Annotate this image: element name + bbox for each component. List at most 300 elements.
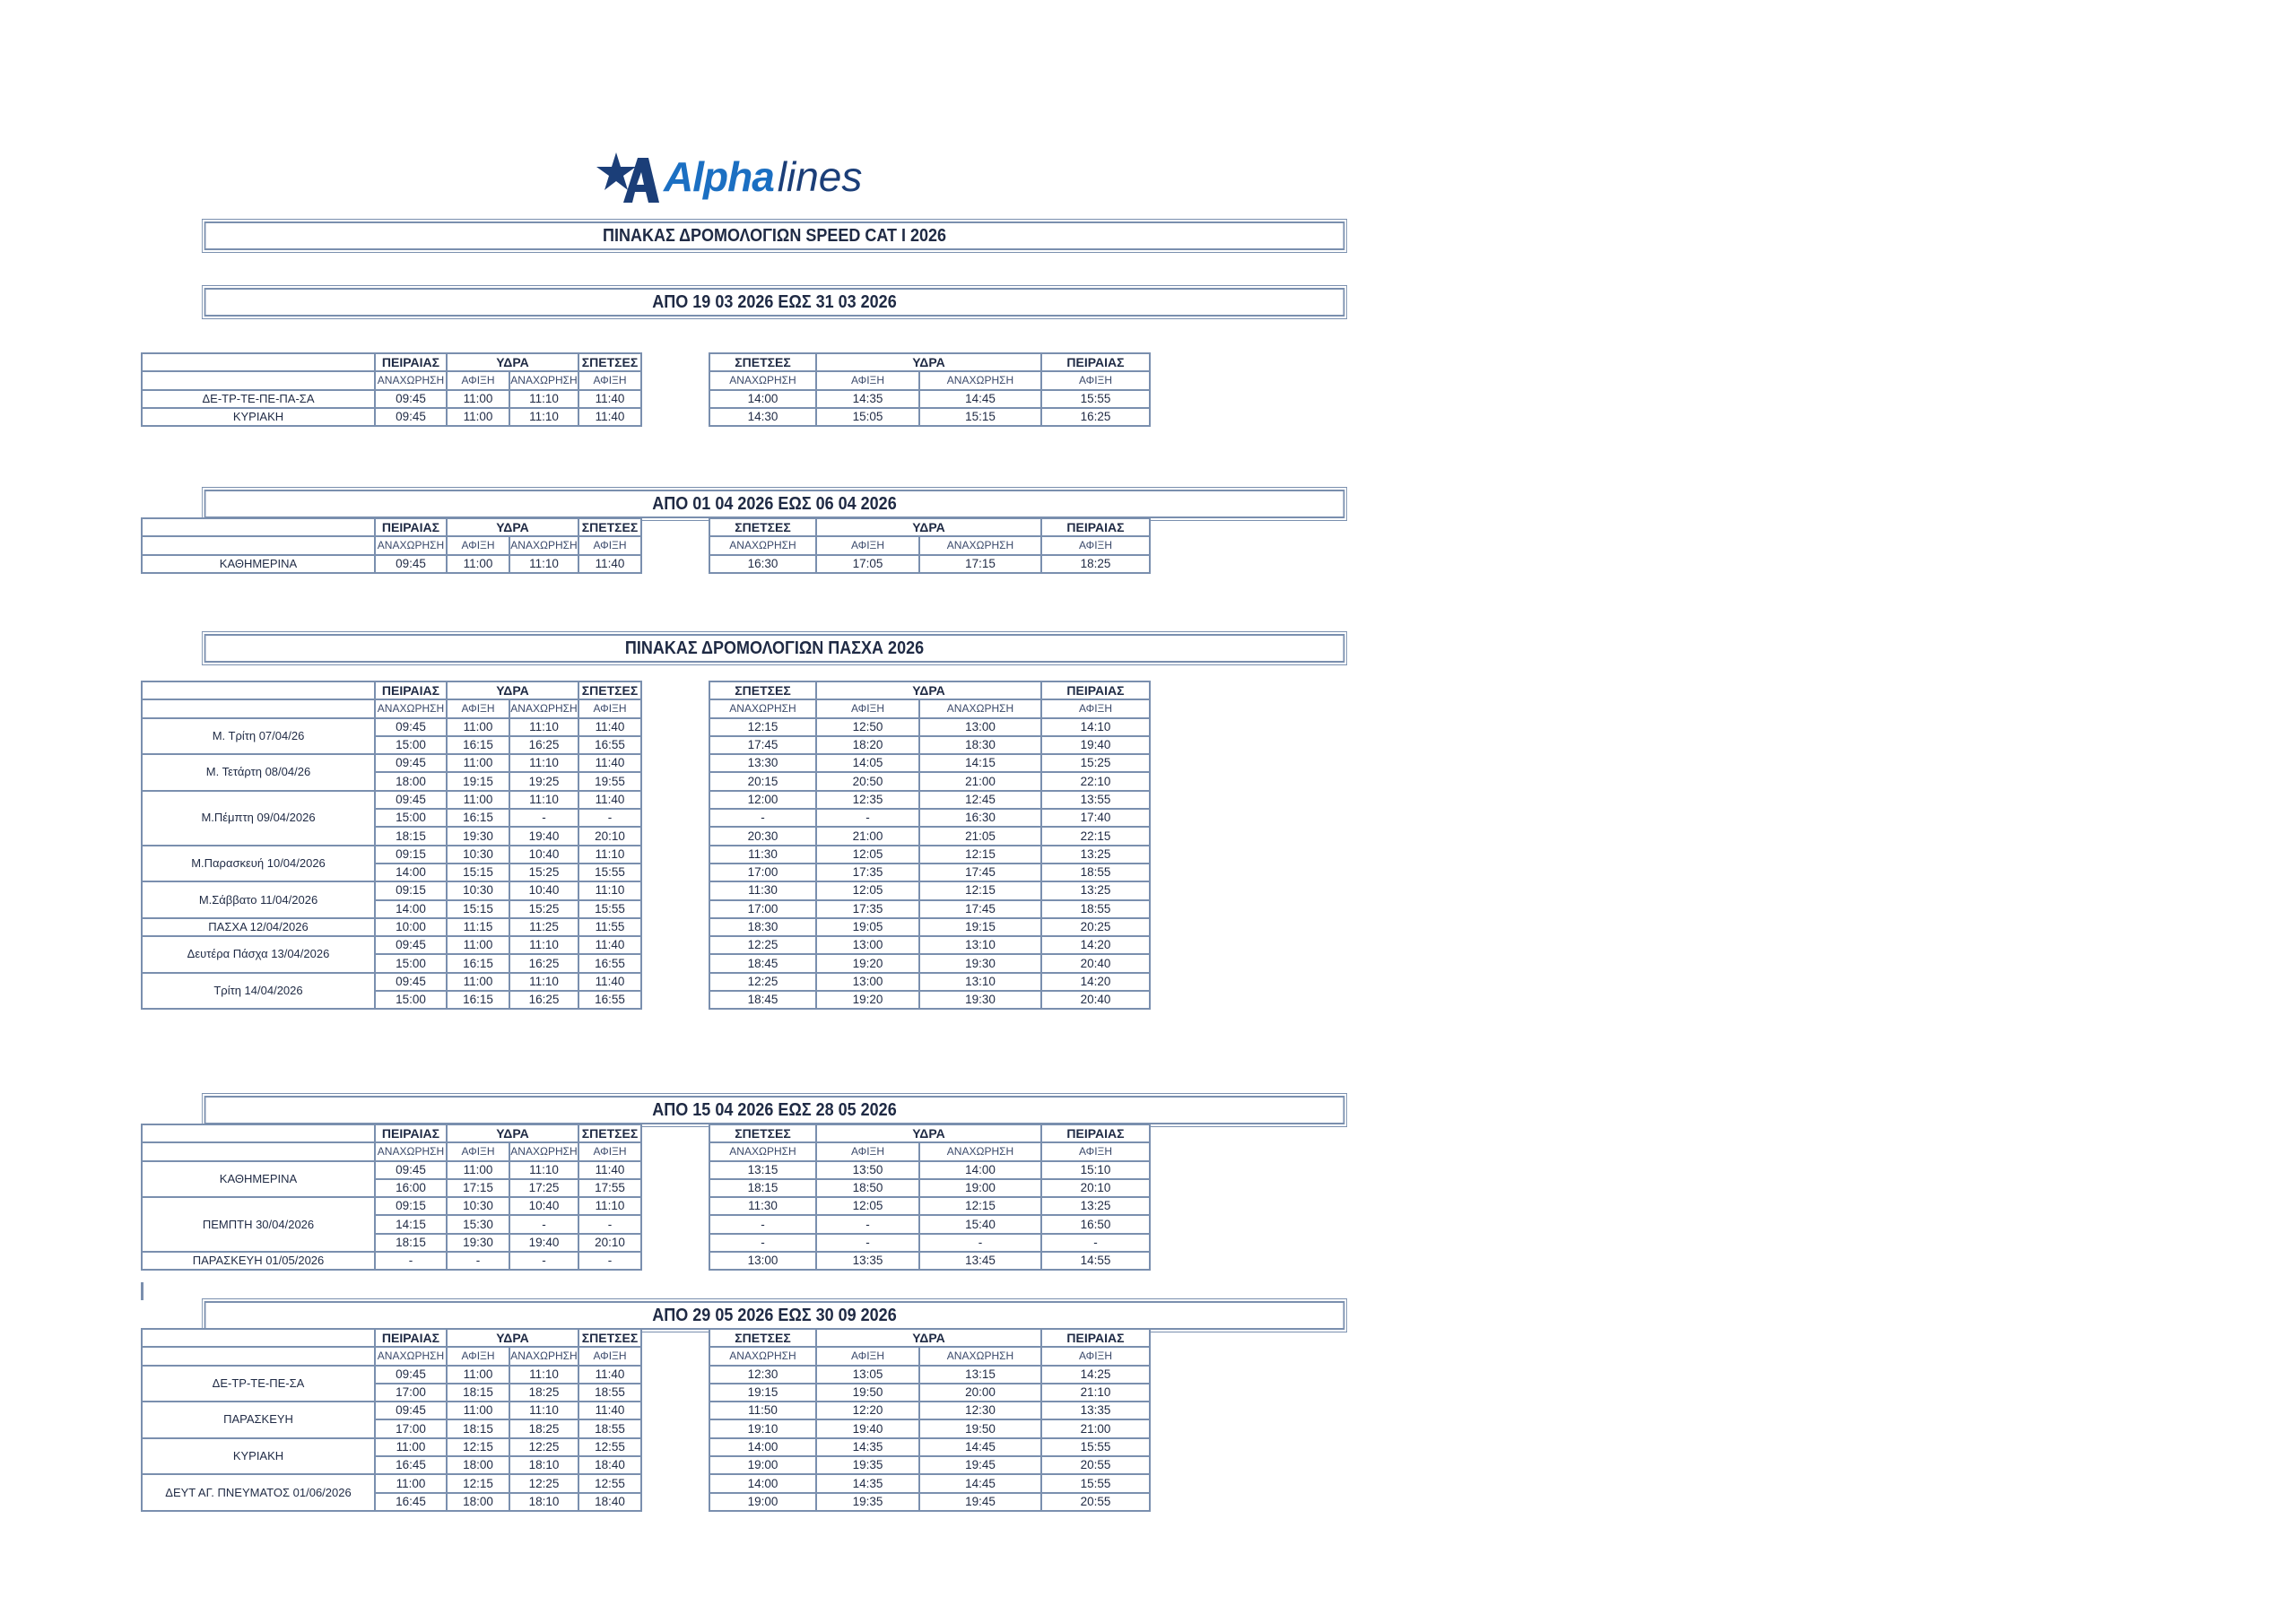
time-cell: 18:55 (1042, 901, 1149, 917)
subheader-departure: ΑΝΑΧΩΡΗΣΗ (710, 1143, 815, 1159)
header-piraeus: ΠΕΙΡΑΙΑΣ (1042, 354, 1149, 370)
table-row (143, 1439, 640, 1455)
table-row (710, 1439, 1149, 1455)
day-label: ΠΑΡΑΣΚΕΥΗ 01/05/2026 (143, 1253, 374, 1269)
time-cell: - (510, 1216, 578, 1232)
time-cell: 12:05 (817, 882, 918, 898)
outbound-timetable (141, 681, 642, 1010)
time-cell: - (448, 1253, 509, 1269)
header-blank-cell (143, 1330, 374, 1346)
time-cell: 19:25 (510, 773, 578, 789)
table-row (143, 1162, 640, 1178)
time-cell: 21:00 (1042, 1420, 1149, 1436)
time-cell: 21:00 (920, 773, 1040, 789)
time-cell: 09:15 (376, 882, 446, 898)
table-header-row (143, 519, 640, 535)
time-cell: 21:00 (817, 828, 918, 844)
time-cell: 14:30 (710, 409, 815, 425)
time-cell: 14:35 (817, 1439, 918, 1455)
header-hydra: ΥΔΡΑ (817, 1330, 1040, 1346)
time-cell: 13:00 (817, 937, 918, 953)
time-cell: 11:40 (579, 1402, 640, 1419)
time-cell: 14:55 (1042, 1253, 1149, 1269)
subheader-arrival: ΑΦΙΞΗ (579, 537, 640, 553)
table-subheader-row (710, 700, 1149, 716)
time-cell: 13:10 (920, 937, 1040, 953)
time-cell: 17:35 (817, 901, 918, 917)
subheader-departure: ΑΝΑΧΩΡΗΣΗ (376, 1143, 446, 1159)
time-cell: 11:40 (579, 1162, 640, 1178)
day-label: ΔΕΥΤ ΑΓ. ΠΝΕΥΜΑΤΟΣ 01/06/2026 (143, 1475, 374, 1510)
time-cell: 13:35 (1042, 1402, 1149, 1419)
time-cell: 11:15 (448, 919, 509, 935)
time-cell: 18:45 (710, 992, 815, 1008)
easter-title-banner: ΠΙΝΑΚΑΣ ΔΡΟΜΟΛΟΓΙΩΝ ΠΑΣΧΑ 2026 (204, 634, 1345, 663)
time-cell: 14:25 (1042, 1367, 1149, 1383)
table-header-row (710, 1330, 1149, 1346)
table-row (710, 992, 1149, 1008)
logo-wordmark-bold: Alpha (664, 153, 774, 200)
time-cell: 11:00 (448, 391, 509, 407)
time-cell: 13:00 (920, 719, 1040, 735)
logo-star-icon (596, 151, 659, 206)
time-cell: 14:20 (1042, 974, 1149, 990)
inbound-timetable (709, 1328, 1151, 1512)
table-row (710, 1216, 1149, 1232)
outbound-timetable (141, 1328, 642, 1512)
inbound-timetable (709, 352, 1151, 427)
table-row (143, 1367, 640, 1383)
time-cell: 15:15 (448, 864, 509, 881)
day-label: ΠΑΡΑΣΚΕΥΗ (143, 1402, 374, 1437)
table-row (710, 792, 1149, 808)
table-row (710, 828, 1149, 844)
time-cell: 19:15 (710, 1384, 815, 1401)
time-cell: 11:00 (448, 974, 509, 990)
subheader-departure: ΑΝΑΧΩΡΗΣΗ (376, 700, 446, 716)
table-header-row (143, 354, 640, 370)
time-cell: 17:25 (510, 1180, 578, 1196)
time-cell: 17:45 (710, 737, 815, 753)
time-cell: 12:35 (817, 792, 918, 808)
subheader-arrival: ΑΦΙΞΗ (448, 1143, 509, 1159)
time-cell: 20:50 (817, 773, 918, 789)
time-cell: 11:40 (579, 556, 640, 572)
time-cell: 11:10 (510, 792, 578, 808)
time-cell: 14:20 (1042, 937, 1149, 953)
time-cell: 10:30 (448, 846, 509, 863)
time-cell: 20:00 (920, 1384, 1040, 1401)
outbound-timetable (141, 352, 642, 427)
time-cell: 13:00 (817, 974, 918, 990)
header-piraeus: ΠΕΙΡΑΙΑΣ (1042, 1125, 1149, 1141)
time-cell: 18:00 (448, 1494, 509, 1510)
time-cell: 18:10 (510, 1494, 578, 1510)
table-row (710, 1253, 1149, 1269)
header-spetses: ΣΠΕΤΣΕΣ (579, 1330, 640, 1346)
table-row (710, 882, 1149, 898)
time-cell: 16:25 (510, 955, 578, 971)
time-cell: 09:45 (376, 792, 446, 808)
time-cell: 18:25 (510, 1420, 578, 1436)
time-cell: 13:25 (1042, 882, 1149, 898)
time-cell: 19:45 (920, 1457, 1040, 1473)
time-cell: 11:00 (448, 409, 509, 425)
time-cell: 18:15 (448, 1420, 509, 1436)
time-cell: 17:00 (710, 864, 815, 881)
period4-banner: ΑΠΟ 29 05 2026 ΕΩΣ 30 09 2026 (204, 1301, 1345, 1330)
header-spetses: ΣΠΕΤΣΕΣ (710, 682, 815, 699)
day-label: ΚΑΘΗΜΕΡΙΝΑ (143, 1162, 374, 1197)
time-cell: 21:10 (1042, 1384, 1149, 1401)
subheader-departure: ΑΝΑΧΩΡΗΣΗ (510, 700, 578, 716)
time-cell: 13:25 (1042, 846, 1149, 863)
time-cell: 11:00 (448, 556, 509, 572)
time-cell: 15:00 (376, 992, 446, 1008)
day-label: Δευτέρα Πάσχα 13/04/2026 (143, 937, 374, 972)
time-cell: 13:55 (1042, 792, 1149, 808)
time-cell: 12:15 (920, 846, 1040, 863)
time-cell: 15:00 (376, 737, 446, 753)
time-cell: 11:50 (710, 1402, 815, 1419)
time-cell: 12:00 (710, 792, 815, 808)
time-cell: 18:30 (920, 737, 1040, 753)
time-cell: 11:10 (510, 937, 578, 953)
time-cell: 11:00 (448, 937, 509, 953)
subheader-arrival: ΑΦΙΞΗ (579, 372, 640, 388)
time-cell: 09:45 (376, 556, 446, 572)
time-cell: 17:55 (579, 1180, 640, 1196)
time-cell: 20:40 (1042, 955, 1149, 971)
table-row (143, 755, 640, 771)
time-cell: 19:00 (920, 1180, 1040, 1196)
time-cell: 11:10 (510, 719, 578, 735)
time-cell: 21:05 (920, 828, 1040, 844)
header-spetses: ΣΠΕΤΣΕΣ (579, 1125, 640, 1141)
table-row (143, 409, 640, 425)
subheader-blank-cell (143, 700, 374, 716)
time-cell: 10:40 (510, 846, 578, 863)
day-label: Μ.Παρασκευή 10/04/2026 (143, 846, 374, 881)
time-cell: 19:10 (710, 1420, 815, 1436)
time-cell: 20:10 (1042, 1180, 1149, 1196)
time-cell: 14:00 (376, 901, 446, 917)
day-label: Μ.Σάββατο 11/04/2026 (143, 882, 374, 917)
table-row (710, 1198, 1149, 1214)
header-blank-cell (143, 519, 374, 535)
header-blank-cell (143, 682, 374, 699)
table-subheader-row (710, 1348, 1149, 1364)
table-row (143, 974, 640, 990)
header-hydra: ΥΔΡΑ (817, 354, 1040, 370)
time-cell: 18:55 (1042, 864, 1149, 881)
table-row (710, 810, 1149, 826)
time-cell: 11:30 (710, 882, 815, 898)
time-cell: 17:05 (817, 556, 918, 572)
time-cell: 14:05 (817, 755, 918, 771)
subheader-arrival: ΑΦΙΞΗ (579, 1143, 640, 1159)
time-cell: 11:00 (448, 719, 509, 735)
time-cell: 20:15 (710, 773, 815, 789)
time-cell: 17:15 (448, 1180, 509, 1196)
subheader-blank-cell (143, 1348, 374, 1364)
time-cell: 17:45 (920, 901, 1040, 917)
subheader-departure: ΑΝΑΧΩΡΗΣΗ (510, 537, 578, 553)
time-cell: 20:25 (1042, 919, 1149, 935)
time-cell: 11:00 (448, 1162, 509, 1178)
time-cell: 11:10 (510, 1162, 578, 1178)
table-row (143, 846, 640, 863)
header-piraeus: ΠΕΙΡΑΙΑΣ (376, 682, 446, 699)
time-cell: 18:00 (448, 1457, 509, 1473)
table-row (710, 1235, 1149, 1251)
time-cell: 16:25 (1042, 409, 1149, 425)
time-cell: 11:10 (579, 846, 640, 863)
subheader-departure: ΑΝΑΧΩΡΗΣΗ (710, 372, 815, 388)
time-cell: 11:40 (579, 719, 640, 735)
time-cell: 19:40 (510, 828, 578, 844)
time-cell: 16:30 (710, 556, 815, 572)
time-cell: 17:45 (920, 864, 1040, 881)
header-spetses: ΣΠΕΤΣΕΣ (579, 354, 640, 370)
table-subheader-row (143, 372, 640, 388)
table-row (143, 1402, 640, 1419)
time-cell: 12:55 (579, 1439, 640, 1455)
table-row (710, 919, 1149, 935)
table-row (143, 556, 640, 572)
time-cell: 18:25 (510, 1384, 578, 1401)
time-cell: 18:10 (510, 1457, 578, 1473)
time-cell: 22:15 (1042, 828, 1149, 844)
time-cell: 18:45 (710, 955, 815, 971)
time-cell: 12:50 (817, 719, 918, 735)
header-piraeus: ΠΕΙΡΑΙΑΣ (1042, 519, 1149, 535)
subheader-arrival: ΑΦΙΞΗ (1042, 700, 1149, 716)
time-cell: 17:40 (1042, 810, 1149, 826)
time-cell: 19:30 (448, 828, 509, 844)
subheader-departure: ΑΝΑΧΩΡΗΣΗ (376, 537, 446, 553)
table-row (710, 1402, 1149, 1419)
table-subheader-row (143, 1348, 640, 1364)
time-cell: 20:10 (579, 828, 640, 844)
time-cell: 12:30 (710, 1367, 815, 1383)
table-row (143, 919, 640, 935)
subheader-departure: ΑΝΑΧΩΡΗΣΗ (920, 372, 1040, 388)
subheader-arrival: ΑΦΙΞΗ (579, 1348, 640, 1364)
time-cell: - (710, 1216, 815, 1232)
table-row (143, 391, 640, 407)
time-cell: 09:45 (376, 719, 446, 735)
time-cell: 15:25 (510, 901, 578, 917)
header-hydra: ΥΔΡΑ (448, 519, 578, 535)
table-header-row (710, 682, 1149, 699)
subheader-arrival: ΑΦΙΞΗ (817, 537, 918, 553)
time-cell: 19:05 (817, 919, 918, 935)
subheader-blank-cell (143, 1143, 374, 1159)
subheader-arrival: ΑΦΙΞΗ (817, 700, 918, 716)
time-cell: 19:00 (710, 1494, 815, 1510)
time-cell: 12:05 (817, 846, 918, 863)
header-hydra: ΥΔΡΑ (448, 1330, 578, 1346)
time-cell: 13:45 (920, 1253, 1040, 1269)
time-cell: 11:30 (710, 1198, 815, 1214)
subheader-blank-cell (143, 537, 374, 553)
subheader-arrival: ΑΦΙΞΗ (817, 372, 918, 388)
table-subheader-row (710, 1143, 1149, 1159)
time-cell: 15:25 (1042, 755, 1149, 771)
subheader-departure: ΑΝΑΧΩΡΗΣΗ (510, 1348, 578, 1364)
table-row (710, 1162, 1149, 1178)
table-subheader-row (710, 372, 1149, 388)
header-blank-cell (143, 354, 374, 370)
table-header-row (143, 1125, 640, 1141)
time-cell: 12:15 (920, 1198, 1040, 1214)
time-cell: 19:20 (817, 992, 918, 1008)
time-cell: 11:10 (579, 882, 640, 898)
time-cell: 10:30 (448, 1198, 509, 1214)
time-cell: 11:10 (510, 974, 578, 990)
header-piraeus: ΠΕΙΡΑΙΑΣ (376, 1330, 446, 1346)
time-cell: 14:00 (710, 391, 815, 407)
time-cell: 19:35 (817, 1457, 918, 1473)
time-cell: 11:40 (579, 937, 640, 953)
time-cell: 15:05 (817, 409, 918, 425)
time-cell: 18:00 (376, 773, 446, 789)
main-title-banner: ΠΙΝΑΚΑΣ ΔΡΟΜΟΛΟΓΙΩΝ SPEED CAT I 2026 (204, 221, 1345, 250)
time-cell: 15:25 (510, 864, 578, 881)
subheader-departure: ΑΝΑΧΩΡΗΣΗ (710, 537, 815, 553)
page-edge-line (141, 1282, 144, 1300)
header-hydra: ΥΔΡΑ (817, 519, 1040, 535)
time-cell: 19:40 (817, 1420, 918, 1436)
day-label: Τρίτη 14/04/2026 (143, 974, 374, 1009)
day-label: ΚΥΡΙΑΚΗ (143, 409, 374, 425)
table-row (710, 1384, 1149, 1401)
header-blank-cell (143, 1125, 374, 1141)
table-subheader-row (710, 537, 1149, 553)
time-cell: - (510, 1253, 578, 1269)
time-cell: - (920, 1235, 1040, 1251)
time-cell: 19:40 (1042, 737, 1149, 753)
time-cell: 16:55 (579, 737, 640, 753)
time-cell: 11:10 (510, 409, 578, 425)
header-hydra: ΥΔΡΑ (817, 682, 1040, 699)
subheader-blank-cell (143, 372, 374, 388)
time-cell: 15:30 (448, 1216, 509, 1232)
time-cell: 11:00 (376, 1439, 446, 1455)
time-cell: 09:45 (376, 755, 446, 771)
time-cell: 11:30 (710, 846, 815, 863)
table-header-row (710, 354, 1149, 370)
time-cell: - (1042, 1235, 1149, 1251)
table-subheader-row (143, 537, 640, 553)
time-cell: 10:30 (448, 882, 509, 898)
header-spetses: ΣΠΕΤΣΕΣ (710, 519, 815, 535)
time-cell: 14:35 (817, 1475, 918, 1491)
table-row (710, 773, 1149, 789)
time-cell: 15:55 (1042, 1475, 1149, 1491)
time-cell: 13:15 (710, 1162, 815, 1178)
time-cell: 20:10 (579, 1235, 640, 1251)
time-cell: 15:55 (1042, 1439, 1149, 1455)
day-label: Μ. Τετάρτη 08/04/26 (143, 755, 374, 790)
time-cell: 19:50 (817, 1384, 918, 1401)
time-cell: 15:15 (920, 409, 1040, 425)
time-cell: - (510, 810, 578, 826)
table-row (710, 846, 1149, 863)
time-cell: 19:30 (448, 1235, 509, 1251)
time-cell: - (376, 1253, 446, 1269)
time-cell: 11:40 (579, 974, 640, 990)
table-subheader-row (143, 700, 640, 716)
time-cell: 12:15 (448, 1439, 509, 1455)
time-cell: 20:55 (1042, 1457, 1149, 1473)
time-cell: 12:15 (920, 882, 1040, 898)
time-cell: 14:00 (710, 1439, 815, 1455)
time-cell: - (817, 1235, 918, 1251)
time-cell: 11:00 (448, 792, 509, 808)
alpha-lines-logo (596, 151, 892, 206)
time-cell: 18:50 (817, 1180, 918, 1196)
table-row (710, 1457, 1149, 1473)
time-cell: 18:15 (376, 828, 446, 844)
time-cell: 14:00 (920, 1162, 1040, 1178)
table-row (710, 737, 1149, 753)
table-row (710, 556, 1149, 572)
inbound-timetable (709, 681, 1151, 1010)
time-cell: 11:10 (510, 391, 578, 407)
time-cell: 16:30 (920, 810, 1040, 826)
time-cell: 16:15 (448, 992, 509, 1008)
time-cell: 12:25 (510, 1475, 578, 1491)
time-cell: 10:00 (376, 919, 446, 935)
time-cell: 17:35 (817, 864, 918, 881)
table-row (710, 755, 1149, 771)
time-cell: 14:45 (920, 1439, 1040, 1455)
time-cell: 14:00 (710, 1475, 815, 1491)
time-cell: 18:25 (1042, 556, 1149, 572)
time-cell: 13:50 (817, 1162, 918, 1178)
time-cell: 14:10 (1042, 719, 1149, 735)
table-header-row (143, 1330, 640, 1346)
time-cell: 12:25 (710, 937, 815, 953)
time-cell: 11:00 (448, 1367, 509, 1383)
day-label: ΔΕ-ΤΡ-ΤΕ-ΠΕ-ΠΑ-ΣΑ (143, 391, 374, 407)
subheader-departure: ΑΝΑΧΩΡΗΣΗ (710, 1348, 815, 1364)
header-hydra: ΥΔΡΑ (448, 354, 578, 370)
inbound-timetable (709, 517, 1151, 574)
table-row (143, 1198, 640, 1214)
time-cell: 18:55 (579, 1420, 640, 1436)
table-row (710, 409, 1149, 425)
day-label: ΚΥΡΙΑΚΗ (143, 1439, 374, 1474)
time-cell: 12:25 (710, 974, 815, 990)
subheader-arrival: ΑΦΙΞΗ (448, 1348, 509, 1364)
time-cell: 13:05 (817, 1367, 918, 1383)
header-piraeus: ΠΕΙΡΑΙΑΣ (376, 354, 446, 370)
table-row (710, 974, 1149, 990)
time-cell: 14:45 (920, 1475, 1040, 1491)
time-cell: 12:30 (920, 1402, 1040, 1419)
time-cell: 20:40 (1042, 992, 1149, 1008)
subheader-departure: ΑΝΑΧΩΡΗΣΗ (920, 700, 1040, 716)
header-spetses: ΣΠΕΤΣΕΣ (579, 519, 640, 535)
subheader-arrival: ΑΦΙΞΗ (817, 1143, 918, 1159)
time-cell: 11:10 (510, 556, 578, 572)
subheader-arrival: ΑΦΙΞΗ (579, 700, 640, 716)
outbound-timetable (141, 1124, 642, 1271)
header-piraeus: ΠΕΙΡΑΙΑΣ (1042, 1330, 1149, 1346)
